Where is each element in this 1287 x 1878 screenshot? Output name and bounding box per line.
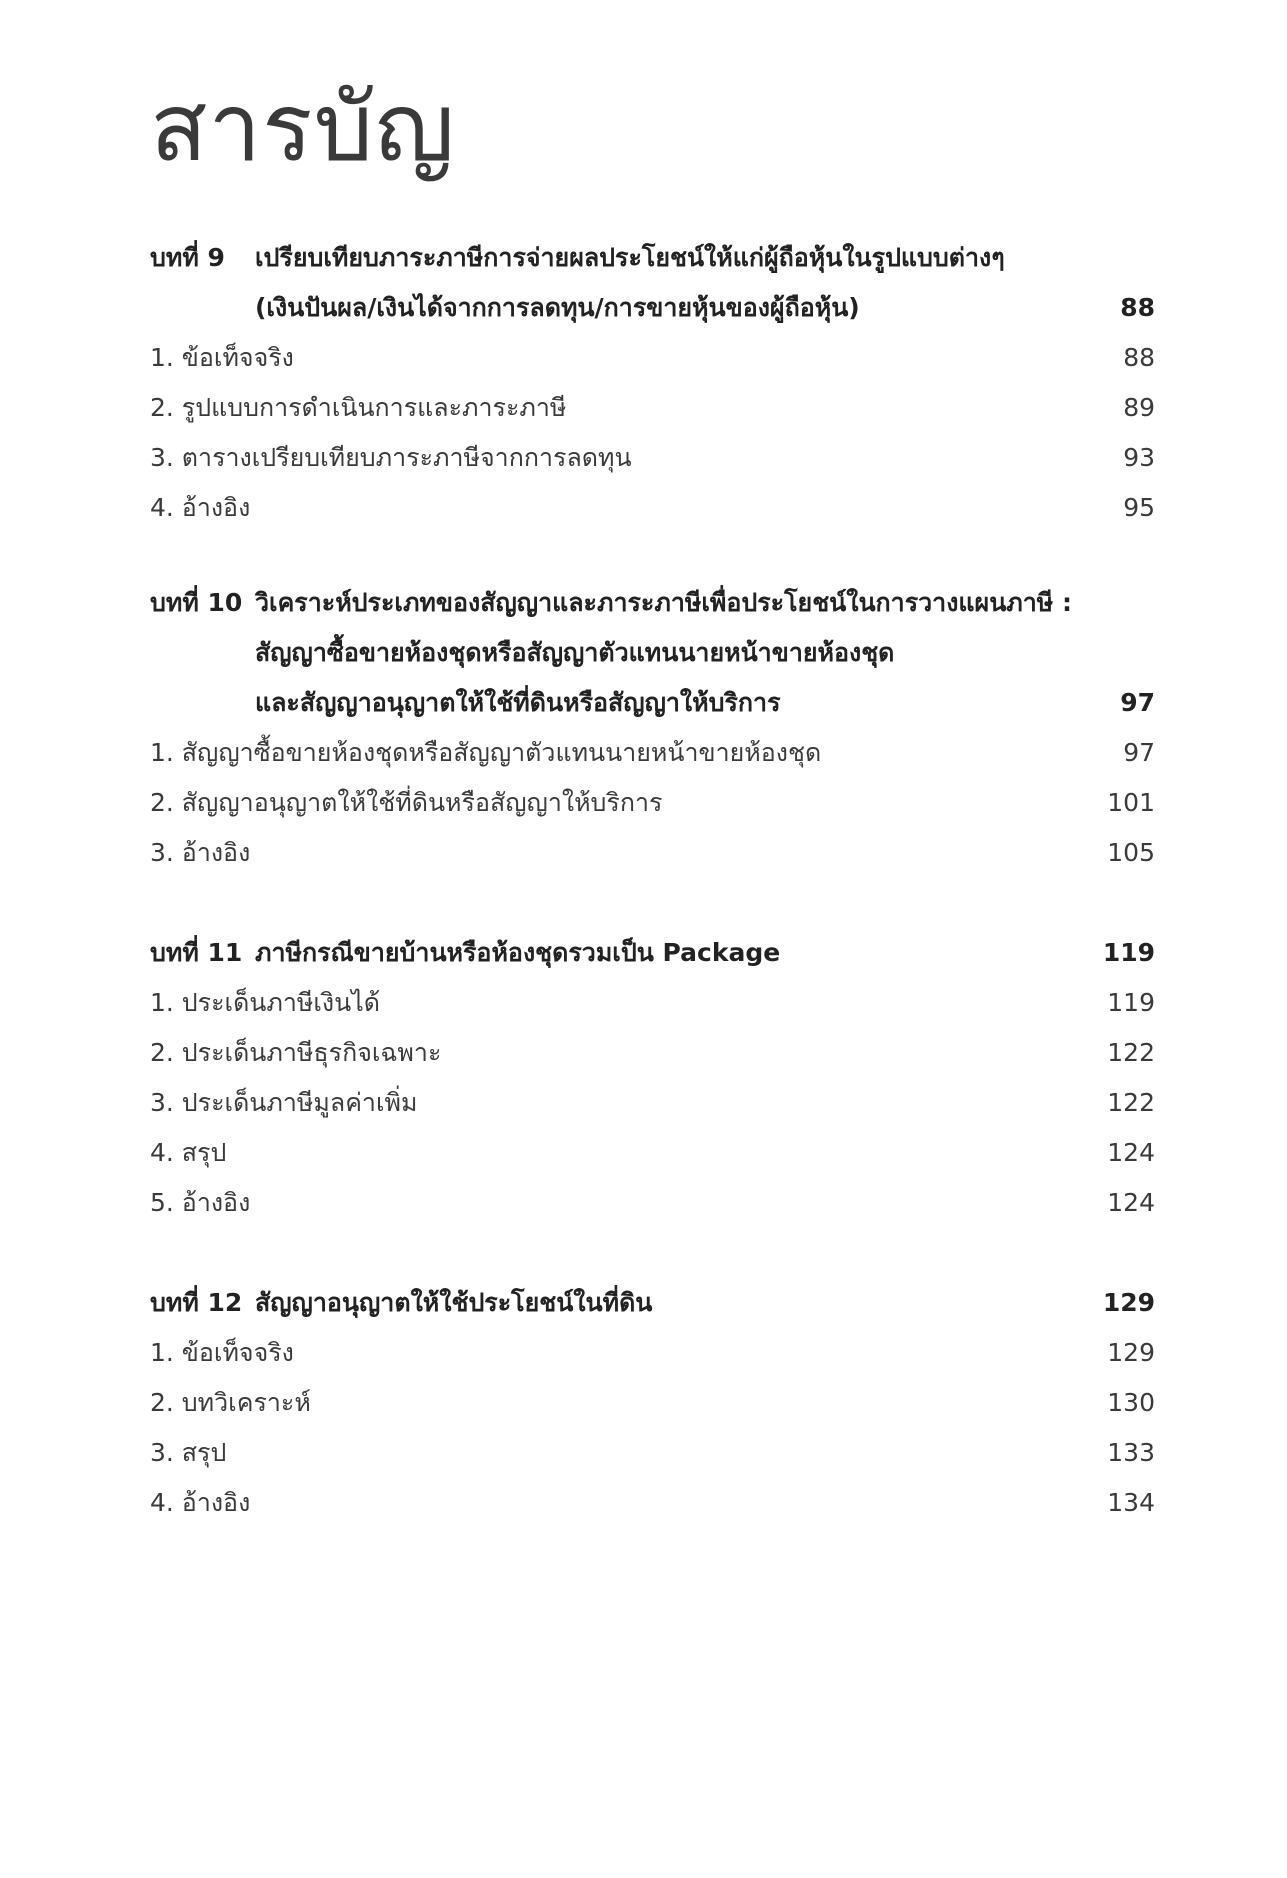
toc-item [150,1428,1155,1478]
toc-item-text: 3. ตารางเปรียบเทียบภาระภาษีจากการลดทุน [150,443,632,472]
toc-item-text: 4. อ้างอิง [150,1488,251,1517]
chapter-title-line: สัญญาซื้อขายห้องชุดหรือสัญญาตัวแทนนายหน้าขายห้องชุด [255,638,895,667]
toc-item-page: 95 [1123,493,1155,522]
toc-item-page: 124 [1107,1188,1155,1217]
chapter-page-number: 129 [1102,1288,1155,1317]
toc-item-page: 93 [1123,443,1155,472]
toc-item-text: 4. สรุป [150,1138,227,1167]
toc-item [150,1078,1155,1128]
toc-item [150,728,1155,778]
chapter-title-line: และสัญญาอนุญาตให้ใช้ที่ดินหรือสัญญาให้บริการ [255,688,781,717]
toc-item-page: 101 [1107,788,1155,817]
chapter-title-line: ภาษีกรณีขายบ้านหรือห้องชุดรวมเป็น Package [255,938,781,967]
toc-item [150,1328,1155,1378]
toc-item-page: 119 [1107,988,1155,1017]
toc-item [150,778,1155,828]
chapter-11 [150,928,1155,1228]
toc-item [150,978,1155,1028]
chapter-page-number: 119 [1102,938,1155,967]
toc-item [150,483,1155,533]
toc-item [150,1378,1155,1428]
page-title: สารบัญ [150,74,456,183]
toc-item-text: 1. สัญญาซื้อขายห้องชุดหรือสัญญาตัวแทนนายหน้าขายห้องชุด [150,738,822,767]
chapter-label: บทที่ 9 [150,243,225,272]
toc-item-page: 129 [1107,1338,1155,1367]
toc-item-page: 124 [1107,1138,1155,1167]
chapter-heading-line [150,283,1155,333]
chapter-heading-line [150,928,1155,978]
chapter-heading-line [150,678,1155,728]
toc-item-text: 2. รูปแบบการดำเนินการและภาระภาษี [150,393,567,422]
toc-item [150,1028,1155,1078]
toc-item-text: 1. ข้อเท็จจริง [150,1338,294,1367]
chapter-heading-line [150,628,1155,678]
toc-item [150,828,1155,878]
toc-item [150,1178,1155,1228]
toc-item-text: 2. บทวิเคราะห์ [150,1388,311,1417]
chapter-title-line: (เงินปันผล/เงินได้จากการลดทุน/การขายหุ้นของผู้ถือหุ้น) [255,293,860,322]
chapter-title-line: วิเคราะห์ประเภทของสัญญาและภาระภาษีเพื่อประโยชน์ในการวางแผนภาษี : [255,588,1072,617]
chapter-page-number: 88 [1120,293,1155,322]
chapter-title-line: เปรียบเทียบภาระภาษีการจ่ายผลประโยชน์ให้แก่ผู้ถือหุ้นในรูปแบบต่างๆ [255,243,1005,272]
chapter-heading-line [150,233,1155,283]
chapter-label: บทที่ 12 [150,1288,243,1317]
chapter-label: บทที่ 11 [150,938,243,967]
chapter-page-number: 97 [1120,688,1155,717]
chapter-heading-line [150,578,1155,628]
chapter-label: บทที่ 10 [150,588,243,617]
toc-item-text: 3. สรุป [150,1438,227,1467]
toc-item-page: 89 [1123,393,1155,422]
chapter-9 [150,233,1155,533]
toc-item [150,1128,1155,1178]
toc-item-text: 2. สัญญาอนุญาตให้ใช้ที่ดินหรือสัญญาให้บริการ [150,788,663,817]
toc-item-text: 5. อ้างอิง [150,1188,251,1217]
toc-item-page: 133 [1107,1438,1155,1467]
toc-item-text: 4. อ้างอิง [150,493,251,522]
chapter-12 [150,1278,1155,1528]
toc-item [150,433,1155,483]
toc-item-page: 122 [1107,1038,1155,1067]
toc-item-text: 1. ข้อเท็จจริง [150,343,294,372]
toc-item-text: 1. ประเด็นภาษีเงินได้ [150,988,381,1017]
toc-item [150,1478,1155,1528]
toc-item-text: 3. ประเด็นภาษีมูลค่าเพิ่ม [150,1088,418,1117]
toc-item-page: 134 [1107,1488,1155,1517]
toc-item-page: 130 [1107,1388,1155,1417]
toc-item [150,333,1155,383]
toc-item-page: 97 [1123,738,1155,767]
toc-item-page: 122 [1107,1088,1155,1117]
chapter-10 [150,578,1155,878]
toc-item-page: 105 [1107,838,1155,867]
chapter-heading-line [150,1278,1155,1328]
toc-item-text: 2. ประเด็นภาษีธุรกิจเฉพาะ [150,1038,442,1067]
toc-item-page: 88 [1123,343,1155,372]
chapter-title-line: สัญญาอนุญาตให้ใช้ประโยชน์ในที่ดิน [255,1288,653,1317]
toc-item-text: 3. อ้างอิง [150,838,251,867]
toc-item [150,383,1155,433]
